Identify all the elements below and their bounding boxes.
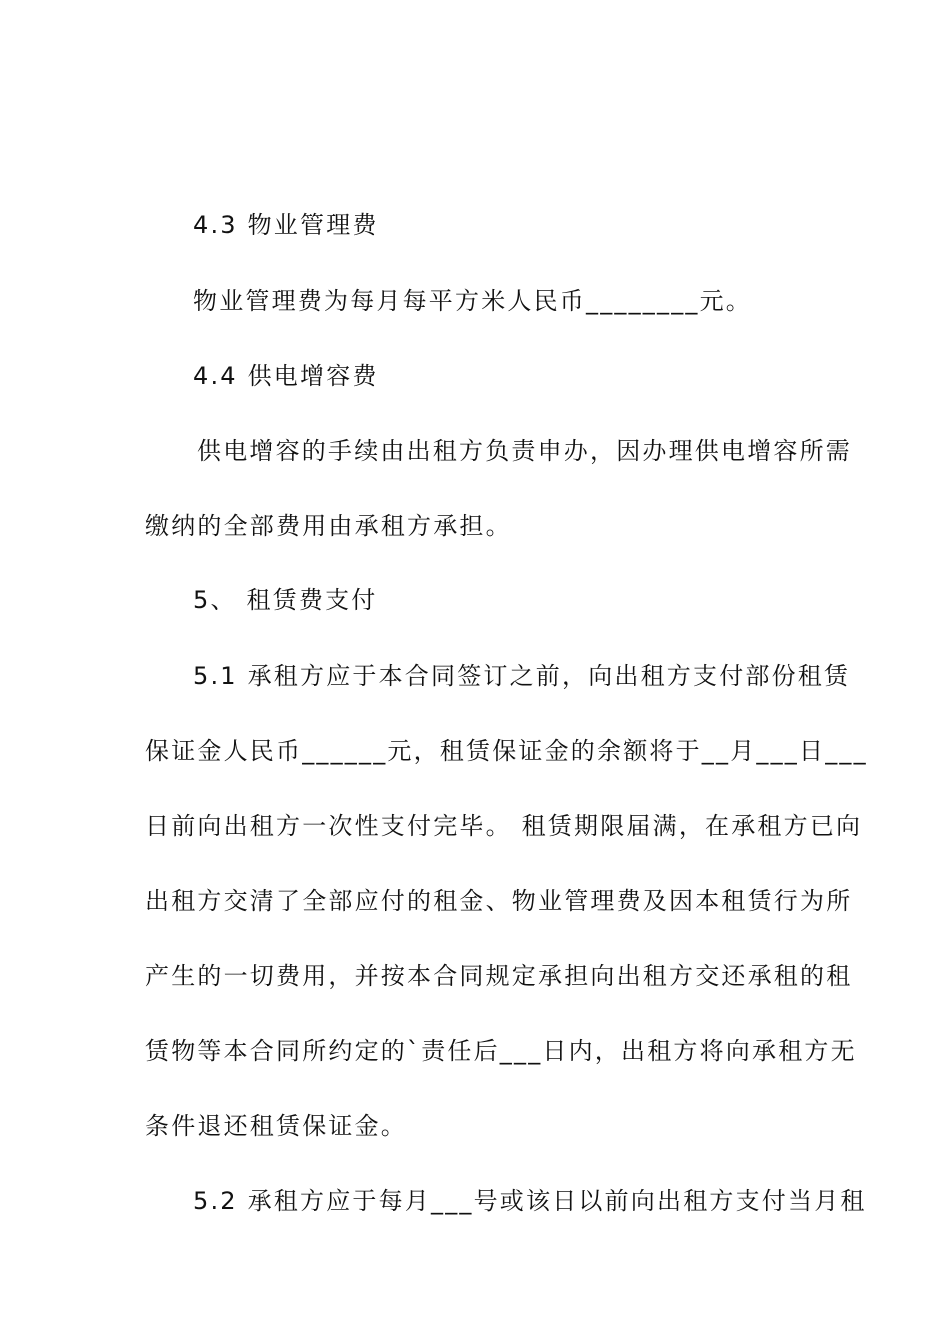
section-heading-4-4: 4.4 供电增容费 [193, 362, 379, 390]
paragraph-line: 条件退还租赁保证金。 [145, 1112, 407, 1140]
paragraph-line: 保证金人民币______元，租赁保证金的余额将于__月___日___ [145, 737, 868, 765]
paragraph-line: 产生的一切费用，并按本合同规定承担向出租方交还承租的租 [145, 962, 853, 990]
paragraph-line: 5.2 承租方应于每月___号或该日以前向出租方支付当月租 [193, 1187, 867, 1215]
section-heading-4-3: 4.3 物业管理费 [193, 211, 379, 239]
paragraph-line: 物业管理费为每月每平方米人民币________元。 [193, 287, 752, 315]
paragraph-line: 供电增容的手续由出租方负责申办，因办理供电增容所需 [197, 437, 852, 465]
paragraph-line: 出租方交清了全部应付的租金、物业管理费及因本租赁行为所 [145, 887, 853, 915]
paragraph-line: 日前向出租方一次性支付完毕。 租赁期限届满，在承租方已向 [145, 812, 863, 840]
section-heading-5: 5、 租赁费支付 [193, 586, 378, 614]
paragraph-line: 缴纳的全部费用由承租方承担。 [145, 512, 512, 540]
paragraph-line: 5.1 承租方应于本合同签订之前，向出租方支付部份租赁 [193, 662, 851, 690]
paragraph-line: 赁物等本合同所约定的`责任后___日内，出租方将向承租方无 [145, 1037, 857, 1065]
